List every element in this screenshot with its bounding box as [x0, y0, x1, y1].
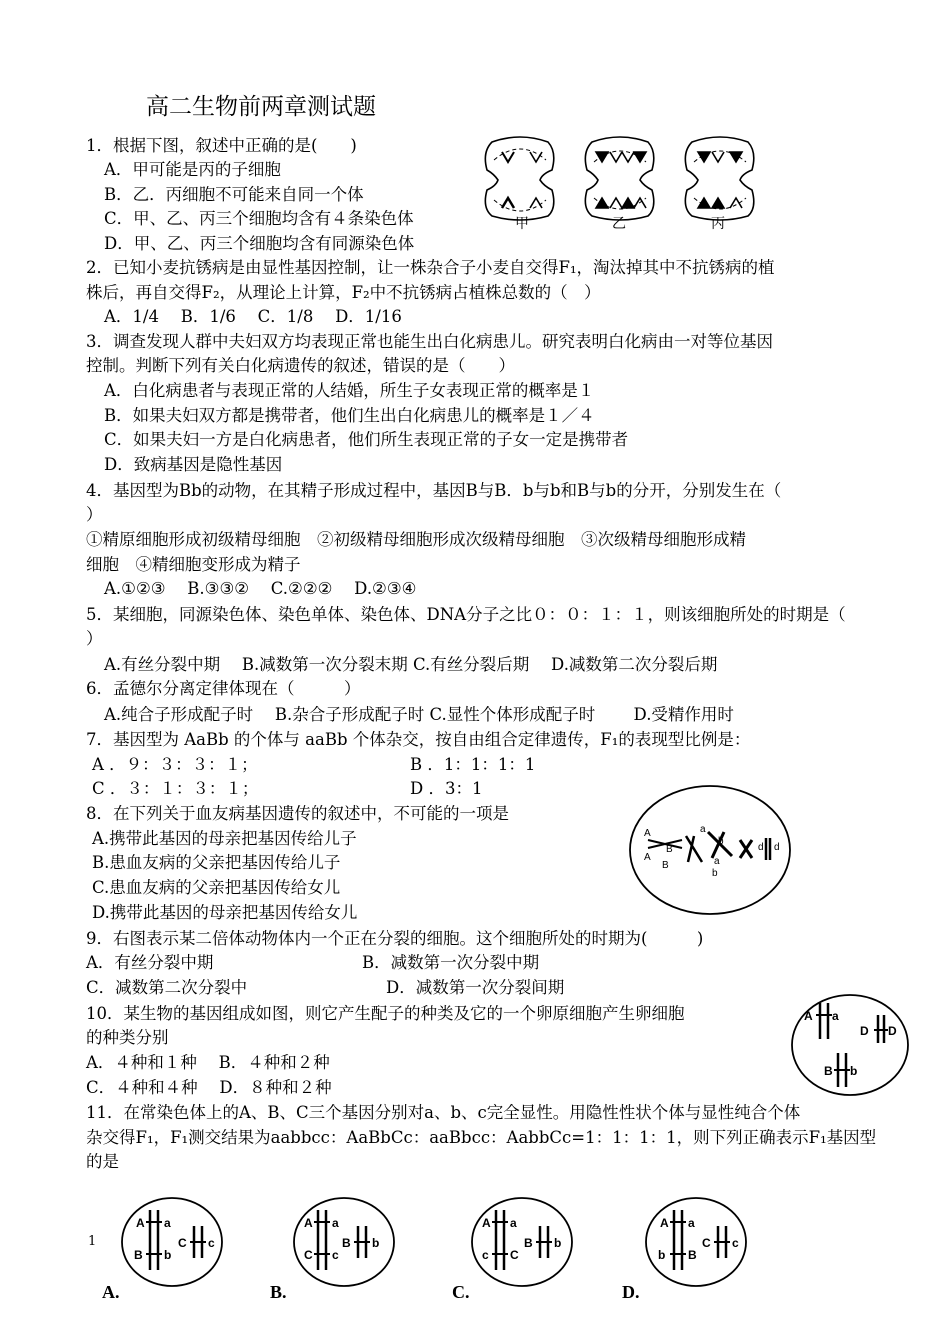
q9-label-a1: a — [700, 824, 706, 835]
label-jia: 甲 — [515, 215, 529, 231]
q1-option-c: C．甲、乙、丙三个细胞均含有４条染色体 — [104, 209, 414, 228]
q4-line3: ①精原细胞形成初级精母细胞 ②初级精母细胞形成次级精母细胞 ③次级精母细胞形成精 — [86, 530, 746, 549]
q10-label-A: A — [804, 1009, 813, 1023]
q8-option-c: C.患血友病的父亲把基因传给女儿 — [92, 878, 341, 897]
q5-line1: 5．某细胞，同源染色体、染色单体、染色体、DNA分子之比０：０：１：１，则该细胞所处的时期是（ — [86, 605, 846, 624]
q11b-label-1: A — [304, 1216, 313, 1230]
q11b-label-4: c — [332, 1248, 339, 1262]
q6-stem: 6．孟德尔分离定律体现在（ ） — [86, 679, 361, 698]
q9-label-d1: d — [758, 842, 764, 853]
q2-line1: 2．已知小麦抗锈病是由显性基因控制，让一株杂合子小麦自交得F₁，淘汰掉其中不抗锈病的植 — [86, 258, 775, 277]
q7-option-d: D ．3：1 — [410, 779, 483, 798]
q11a-label-2: a — [164, 1216, 171, 1230]
q11d-label-1: A — [660, 1216, 669, 1230]
q10-label-B: B — [824, 1064, 833, 1078]
q5-options: A.有丝分裂中期 B.减数第一次分裂末期 C.有丝分裂后期 D.减数第二次分裂后期 — [104, 655, 718, 674]
q8-stem: 8．在下列关于血友病基因遗传的叙述中，不可能的一项是 — [86, 804, 509, 823]
q10-label-D1: D — [860, 1024, 869, 1038]
q1-option-a: A．甲可能是丙的子细胞 — [104, 160, 281, 179]
q11c-label-6: b — [554, 1236, 562, 1250]
q9-label-b2: b — [712, 868, 718, 879]
cell-yi — [585, 137, 653, 220]
q9-option-d: D．减数第一次分裂间期 — [386, 978, 565, 997]
q1-option-d: D．甲、乙、丙三个细胞均含有同源染色体 — [104, 234, 415, 253]
q11-option-b-label: B. — [270, 1282, 287, 1302]
q11-figure-d — [644, 1196, 750, 1290]
q11c-label-1: A — [482, 1216, 491, 1230]
q10-line2: 的种类分别 — [86, 1028, 169, 1047]
q9-label-B1: B — [666, 844, 673, 855]
q6-options: A.纯合子形成配子时 B.杂合子形成配子时 C.显性个体形成配子时 D.受精作用时 — [104, 705, 734, 724]
q11-figure-c — [470, 1196, 576, 1290]
q11c-label-5: B — [524, 1236, 533, 1250]
q4-options: A.①②③ B.③③② C.②②② D.②③④ — [104, 579, 417, 598]
q11c-label-4: C — [510, 1248, 519, 1262]
q11d-label-5: C — [702, 1236, 711, 1250]
q3-line1: 3．调查发现人群中夫妇双方均表现正常也能生出白化病患儿。研究表明白化病由一对等位基因 — [86, 332, 773, 351]
q11a-label-4: b — [164, 1248, 172, 1262]
q2-line2: 株后，再自交得F₂，从理论上计算，F₂中不抗锈病占植株总数的（ ） — [86, 283, 601, 302]
q7-option-b: B ．1：1：1：1 — [410, 755, 536, 774]
q10-line1: 10．某生物的基因组成如图，则它产生配子的种类及它的一个卵原细胞产生卵细胞 — [86, 1004, 685, 1023]
q1-stem: 1．根据下图，叙述中正确的是( ) — [86, 136, 357, 155]
cell-bing — [685, 137, 753, 220]
q11b-label-5: B — [342, 1236, 351, 1250]
q8-option-d: D.携带此基因的母亲把基因传给女儿 — [92, 903, 358, 922]
q10-options-cd: C．４种和４种 D．８种和２种 — [86, 1078, 332, 1097]
q11d-label-3: b — [658, 1248, 666, 1262]
q9-label-A2: A — [644, 852, 651, 863]
q3-option-a: A．白化病患者与表现正常的人结婚，所生子女表现正常的概率是１ — [104, 381, 595, 400]
q11-option-a-label: A. — [102, 1282, 120, 1302]
q10-cell-figure — [790, 993, 912, 1097]
q11c-label-2: a — [510, 1216, 517, 1230]
q9-stem: 9．右图表示某二倍体动物体内一个正在分裂的细胞。这个细胞所处的时期为( ) — [86, 929, 704, 948]
q11-line1: 11．在常染色体上的A、B、C三个基因分别对a、b、c完全显性。用隐性性状个体与显性纯合个体 — [86, 1103, 801, 1122]
q9-label-A1: A — [644, 828, 651, 839]
label-bing: 丙 — [711, 215, 725, 231]
q11-line3: 的是 — [86, 1152, 119, 1171]
q11a-label-3: B — [134, 1248, 143, 1262]
q2-options: A．1/4 B．1/6 C．1/8 D．1/16 — [104, 307, 402, 326]
q11a-label-5: C — [178, 1236, 187, 1250]
q11a-label-1: A — [136, 1216, 145, 1230]
q11-option-c-label: C. — [452, 1282, 470, 1302]
q10-label-a: a — [832, 1009, 839, 1023]
q3-option-d: D．致病基因是隐性基因 — [104, 455, 283, 474]
page-mark: 1 — [88, 1234, 97, 1249]
page-title: 高二生物前两章测试题 — [146, 94, 376, 120]
q11b-label-6: b — [372, 1236, 380, 1250]
q3-line2: 控制。判断下列有关白化病遗传的叙述，错误的是（ ） — [86, 356, 515, 375]
q9-label-B2: B — [662, 860, 669, 871]
q9-label-b1: b — [718, 836, 724, 847]
q11c-label-3: c — [482, 1248, 489, 1262]
q11-line2: 杂交得F₁，F₁测交结果为aabbcc：AaBbCc：aaBbcc：AabbCc=1：1：1：1，则下列正确表示F₁基因型 — [86, 1128, 877, 1147]
q11-figure-b — [292, 1196, 398, 1290]
q4-line4: 细胞 ④精细胞变形成为精子 — [86, 555, 301, 574]
q5-line2: ） — [86, 629, 103, 648]
q10-label-D2: D — [888, 1024, 897, 1038]
q11d-label-4: B — [688, 1248, 697, 1262]
q11b-label-2: a — [332, 1216, 339, 1230]
q11-option-d-label: D. — [622, 1282, 640, 1302]
q11b-label-3: C — [304, 1248, 313, 1262]
q3-option-b: B．如果夫妇双方都是携带者，他们生出白化病患儿的概率是１／４ — [104, 406, 595, 425]
q9-option-c: C．减数第二次分裂中 — [86, 978, 248, 997]
q3-option-c: C．如果夫妇一方是白化病患者，他们所生表现正常的子女一定是携带者 — [104, 430, 629, 449]
q10-options-ab: A．４种和１种 B．４种和２种 — [86, 1053, 330, 1072]
q1-cell-figure — [472, 132, 762, 234]
cell-jia — [485, 137, 553, 220]
q8-option-b: B.患血友病的父亲把基因传给儿子 — [92, 853, 341, 872]
q11d-label-2: a — [688, 1216, 695, 1230]
q9-label-a2: a — [714, 856, 720, 867]
q9-option-b: B．减数第一次分裂中期 — [362, 953, 540, 972]
q7-option-a: A ．９：３：３：１； — [92, 755, 258, 774]
q9-option-a: A．有丝分裂中期 — [86, 953, 214, 972]
q4-line1: 4．基因型为Bb的动物，在其精子形成过程中，基因B与B．b与b和B与b的分开，分别发生在（ — [86, 481, 782, 500]
q11d-label-6: c — [732, 1236, 739, 1250]
q8-option-a: A.携带此基因的母亲把基因传给儿子 — [92, 829, 357, 848]
q7-option-c: C ．３：１：３：１； — [92, 779, 259, 798]
q9-label-d2: d — [774, 842, 780, 853]
q10-label-b: b — [850, 1064, 858, 1078]
q1-option-b: B．乙．丙细胞不可能来自同一个体 — [104, 185, 364, 204]
q4-line2: ） — [86, 505, 103, 524]
q11-figure-a — [120, 1196, 226, 1290]
q7-stem: 7．基因型为 AaBb 的个体与 aaBb 个体杂交，按自由组合定律遗传，F₁的表现型比例是： — [86, 730, 751, 749]
q11a-label-6: c — [208, 1236, 215, 1250]
q9-cell-figure — [628, 784, 792, 916]
label-yi: 乙 — [612, 215, 626, 231]
